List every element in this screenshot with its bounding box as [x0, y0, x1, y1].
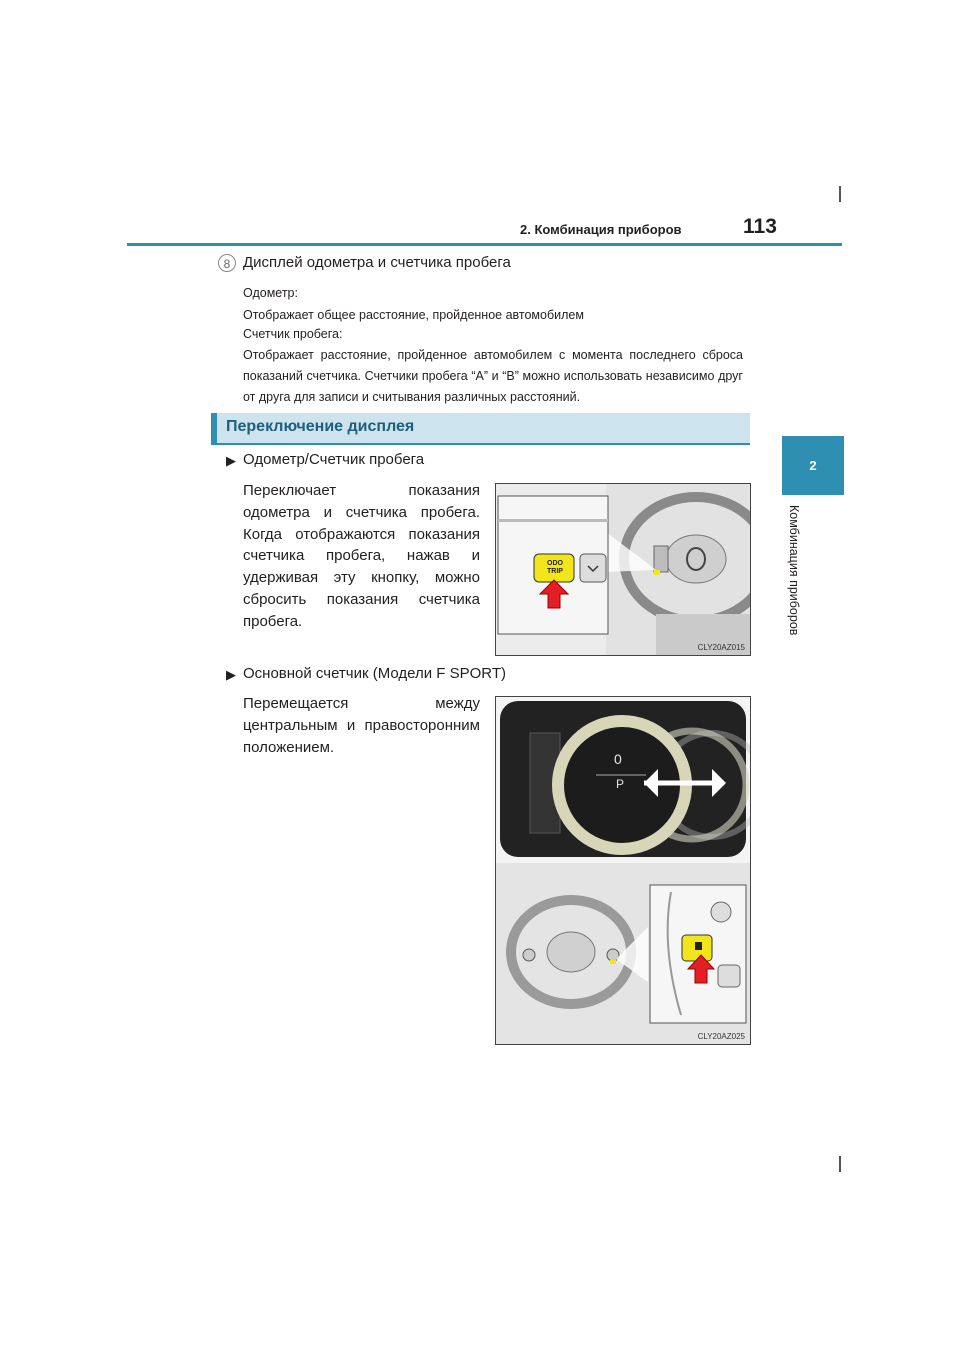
header-section-title: 2. Комбинация приборов	[520, 222, 682, 237]
figure-main-meter	[495, 696, 751, 1045]
bullet-body-odo-trip: Переключает показания одометра и счетчика пробега. Когда отображаются показания счетчика пробега, нажав и удерживая эту кнопку, можно сбросить показания счетчика пробега.	[243, 482, 480, 630]
trip-button-label: TRIP	[547, 568, 563, 575]
header-rule	[127, 243, 842, 246]
odometer-label: Одометр:	[243, 286, 298, 300]
bullet-arrow-icon: ▶	[226, 453, 236, 468]
item-heading: Дисплей одометра и счетчика пробега	[243, 254, 511, 271]
trip-label: Счетчик пробега:	[243, 327, 343, 341]
crop-mark-bottom	[839, 1156, 841, 1172]
crop-mark-top	[839, 186, 841, 202]
gauge-gear-indicator: P	[616, 777, 625, 791]
figure-code: CLY20AZ025	[697, 1032, 745, 1041]
page-number: 113	[743, 215, 777, 238]
odometer-desc: Отображает общее расстояние, пройденное автомобилем	[243, 308, 584, 322]
chapter-tab-label-wrap	[785, 505, 805, 675]
trip-desc: Отображает расстояние, пройденное автомобилем с момента последнего сброса показаний счетчика. Счетчики пробега “A” и “B” можно использовать независимо друг от друга для записи и считывания различных расстояний.	[243, 348, 743, 404]
gauge-speed-value: 0	[614, 751, 622, 767]
chapter-tab	[782, 436, 844, 495]
chapter-tab-number: 2	[809, 458, 817, 473]
section-rule	[211, 443, 750, 445]
chapter-tab-label: Комбинация приборов	[787, 505, 801, 636]
odo-button-label: ODO	[547, 560, 563, 567]
bullet-body-main-meter: Перемещается между центральным и правосторонним положением.	[243, 695, 480, 756]
bullet-arrow-icon: ▶	[226, 667, 236, 682]
item-number-badge: 8	[218, 254, 236, 272]
illustration-steering-odo	[496, 484, 750, 655]
figure-odo-trip-button	[495, 483, 751, 656]
illustration-main-meter	[496, 697, 750, 1044]
bullet-title-main-meter: Основной счетчик (Модели F SPORT)	[243, 665, 507, 682]
bullet-title-odo-trip: Одометр/Счетчик пробега	[243, 451, 425, 468]
section-title: Переключение дисплея	[226, 418, 415, 435]
section-heading-bar	[211, 413, 750, 443]
figure-code: CLY20AZ015	[697, 643, 745, 652]
